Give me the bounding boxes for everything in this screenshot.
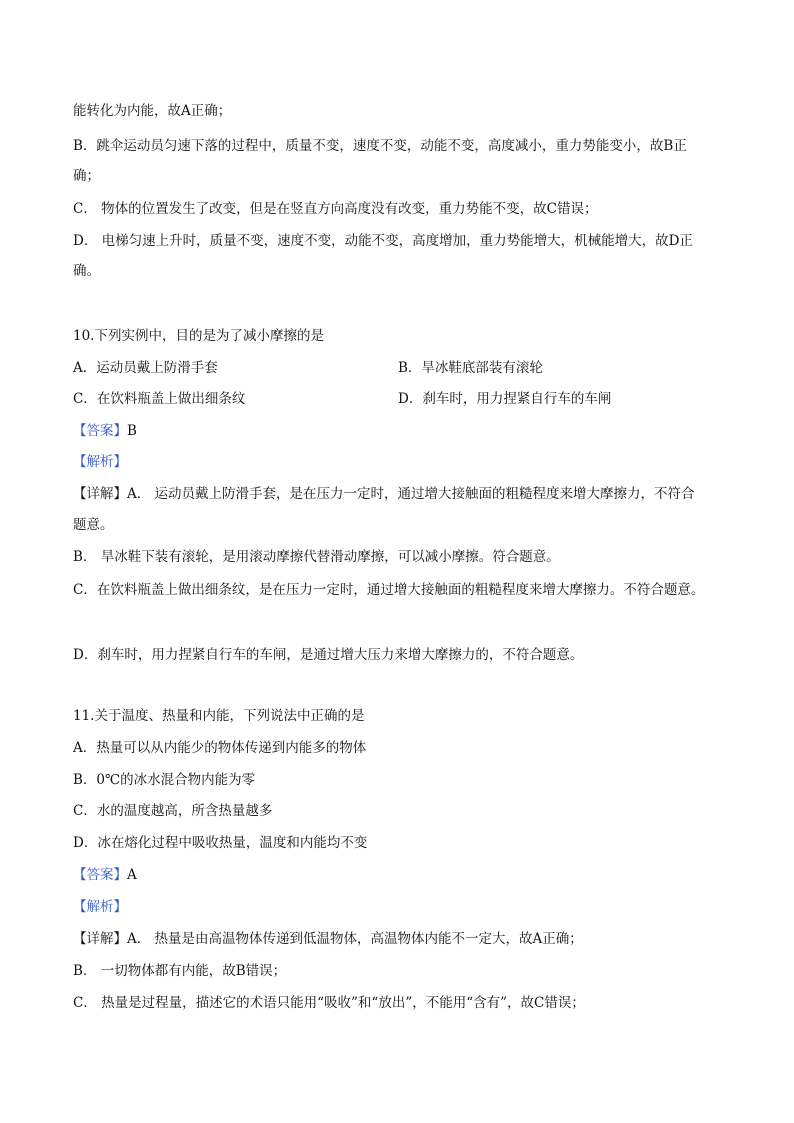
question-11-answer [73,865,733,885]
prev-option-d-line1: D． 电梯匀速上升时，质量不变，速度不变，动能不变，高度增加，重力势能增大，机械能增大，故D正 [73,233,693,249]
analysis-tag: 【解析】 [73,899,127,915]
question-10-answer [73,421,733,441]
prev-option-b-line1: B．跳伞运动员匀速下落的过程中，质量不变，速度不变，动能不变，高度减小，重力势能变小，故B正 [73,138,687,154]
question-11-option-d: D．冰在熔化过程中吸收热量，温度和内能均不变 [73,835,368,851]
answer-tag: 【答案】 [73,867,127,883]
question-11-stem: 11.关于温度、热量和内能，下列说法中正确的是 [73,708,365,724]
question-11-detail-c: C． 热量是过程量，描述它的术语只能用“吸收”和“放出”，不能用“含有”，故C错误； [73,995,585,1011]
question-10-option-a: A．运动员戴上防滑手套 [73,360,218,376]
question-10-option-d: D．刹车时，用力捏紧自行车的车闸 [398,391,612,407]
answer-value: A [127,867,137,883]
analysis-tag: 【解析】 [73,454,127,470]
question-11-option-c: C．水的温度越高，所含热量越多 [73,803,273,819]
detail-tag: 【详解】 [73,486,127,502]
question-11-analysis [73,897,733,917]
question-11-option-b: B．0℃的冰水混合物内能为零 [73,772,256,788]
detail-a-text: A． 热量是由高温物体传递到低温物体，高温物体内能不一定大，故A正确； [127,931,583,947]
prev-option-b-line2: 确； [73,168,100,184]
question-10-detail-c: C．在饮料瓶盖上做出细条纹，是在压力一定时，通过增大接触面的粗糙程度来增大摩擦力。不符合题意。 [73,582,705,598]
prev-text-line: 能转化为内能，故A正确； [73,103,232,119]
question-10-detail-b: B． 旱冰鞋下装有滚轮，是用滚动摩擦代替滑动摩擦，可以减小摩擦。符合题意。 [73,549,560,565]
question-10-detail-d: D．刹车时，用力捏紧自行车的车闸，是通过增大压力来增大摩擦力的，不符合题意。 [73,647,584,663]
detail-a-text: A． 运动员戴上防滑手套，是在压力一定时，通过增大接触面的粗糙程度来增大摩擦力，不符合 [127,486,695,502]
question-10-analysis [73,452,733,472]
question-10-option-c: C．在饮料瓶盖上做出细条纹 [73,391,246,407]
question-10-detail-a-line2: 题意。 [73,517,114,533]
question-10-option-b: B．旱冰鞋底部装有滚轮 [398,360,543,376]
answer-tag: 【答案】 [73,423,127,439]
detail-tag: 【详解】 [73,931,127,947]
answer-value: B [127,423,137,439]
question-10-detail-a-line1 [73,484,733,504]
question-10-stem: 10.下列实例中，目的是为了减小摩擦的是 [73,328,324,344]
question-11-detail-b: B． 一切物体都有内能，故B错误； [73,963,287,979]
question-11-detail-a [73,929,733,949]
prev-option-c-line: C． 物体的位置发生了改变，但是在竖直方向高度没有改变，重力势能不变，故C错误； [73,201,598,217]
prev-option-d-line2: 确。 [73,263,100,279]
question-11-option-a: A．热量可以从内能少的物体传递到内能多的物体 [73,740,367,756]
